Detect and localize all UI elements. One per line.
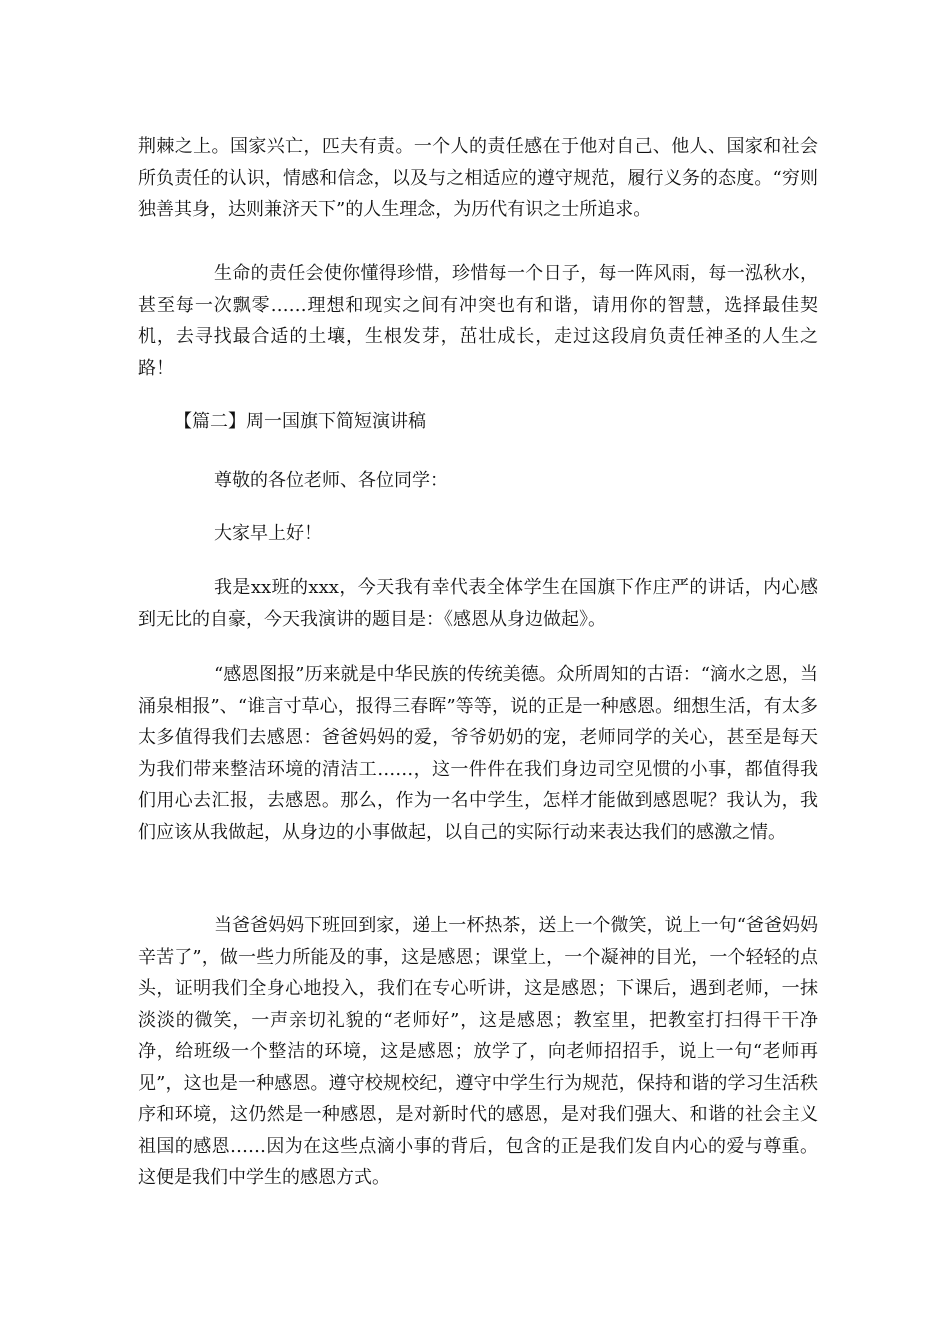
paragraph-introduction: 我是xx班的xxx，今天我有幸代表全体学生在国旗下作庄严的讲话，内心感到无比的自豪，今天我演讲的题目是：《感恩从身边做起》。: [138, 577, 818, 630]
paragraph-cherish-life: 生命的责任会使你懂得珍惜，珍惜每一个日子，每一阵风雨，每一泓秋水，甚至每一次飘零……理想和现实之间有冲突也有和谐，请用你的智慧，选择最佳契机，去寻找最合适的土壤，生根发芽，茁壮成长，走过这段肩负责任神圣的人生之路！: [138, 263, 818, 379]
salutation: 尊敬的各位老师、各位同学：: [214, 470, 448, 491]
paragraph-responsibility-continued: 荆棘之上。国家兴亡，匹夫有责。一个人的责任感在于他对自己、他人、国家和社会所负责任的认识，情感和信念，以及与之相适应的遵守规范，履行义务的态度。“穷则独善其身，达则兼济天下”的人生理念，为历代有识之士所追求。: [138, 136, 818, 220]
paragraph-gratitude-tradition: “感恩图报”历来就是中华民族的传统美德。众所周知的古语：“滴水之恩，当涌泉相报”、“谁言寸草心，报得三春晖”等等，说的正是一种感恩。细想生活，有太多太多值得我们去感恩：爸爸妈妈的爱，爷爷奶奶的宠，老师同学的关心，甚至是每天为我们带来整洁环境的清洁工……，这一件件在我们身边司空见惯的小事，都值得我们用心去汇报，去感恩。那么，作为一名中学生，怎样才能做到感恩呢？我认为，我们应该从我做起，从身边的小事做起，以自己的实际行动来表达我们的感激之情。: [138, 664, 818, 843]
paragraph-gratitude-actions: 当爸爸妈妈下班回到家，递上一杯热茶，送上一个微笑，说上一句“爸爸妈妈辛苦了”，做一些力所能及的事，这是感恩；课堂上，一个凝神的目光，一个轻轻的点头，证明我们全身心地投入，我们在专心听讲，这是感恩；下课后，遇到老师，一抹淡淡的微笑，一声亲切礼貌的“老师好”，这是感恩；教室里，把教室打扫得干干净净，给班级一个整洁的环境，这是感恩；放学了，向老师招招手，说上一句“老师再见”，这也是一种感恩。遵守校规校纪，遵守中学生行为规范，保持和谐的学习生活秩序和环境，这仍然是一种感恩，是对新时代的感恩，是对我们强大、和谐的社会主义祖国的感恩……因为在这些点滴小事的背后，包含的正是我们发自内心的爱与尊重。这便是我们中学生的感恩方式。: [138, 915, 818, 1188]
section-heading-part-two: 【篇二】周一国旗下简短演讲稿: [174, 411, 426, 432]
greeting: 大家早上好！: [214, 523, 322, 544]
